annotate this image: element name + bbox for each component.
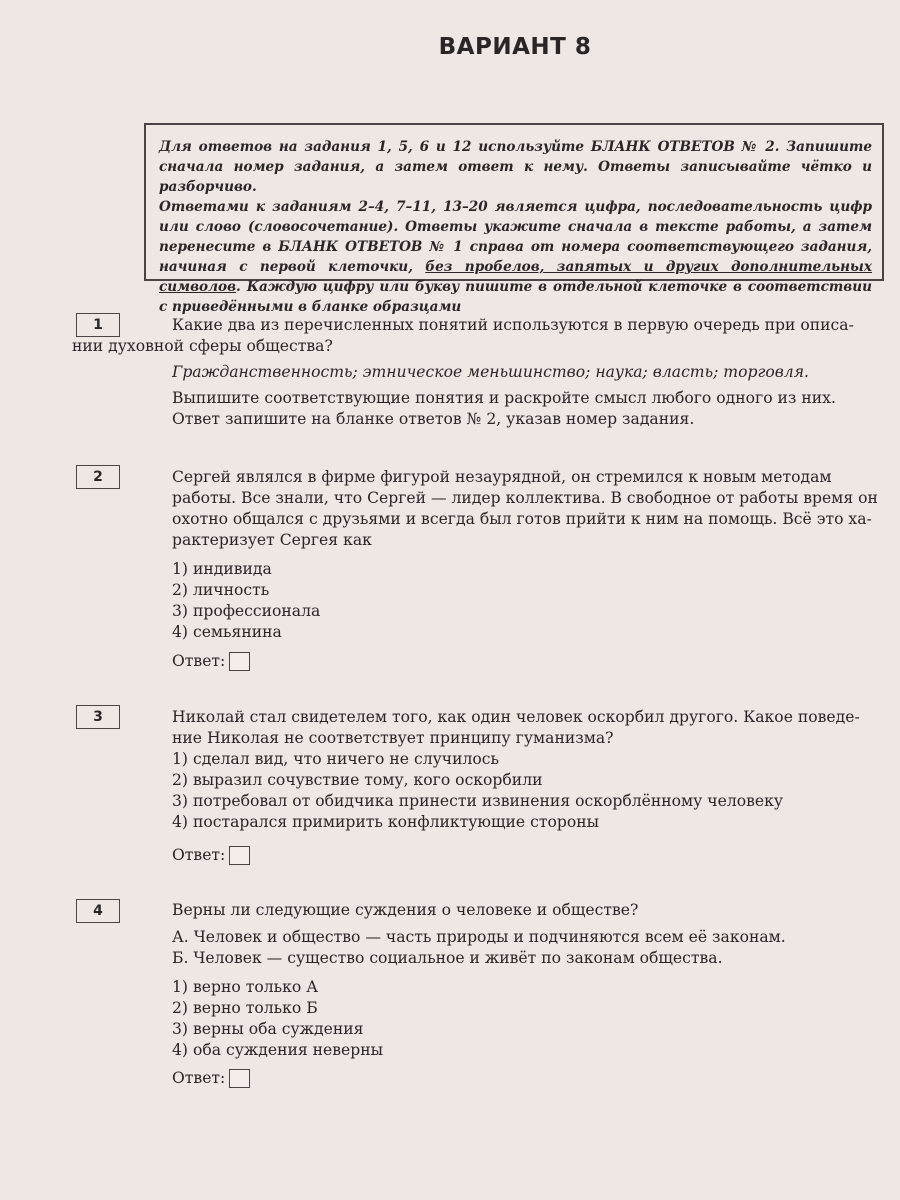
task-4 [172, 900, 885, 1061]
option-3: 3) потребовал от обидчика принести извинения оскорблённому человеку [172, 792, 784, 810]
task-number-3: 3 [76, 705, 120, 729]
task-2-question-cont: рактеризует Сергея как [172, 531, 372, 549]
task-2-options [172, 559, 885, 643]
instructions-paragraph-2 [159, 197, 872, 317]
option-1: 1) сделал вид, что ничего не случилось [172, 750, 500, 768]
instructions-paragraph-1: Для ответов на задания 1, 5, 6 и 12 используйте БЛАНК ОТВЕТОВ № 2. Запишите сначала номер задания, а затем ответ к нему. Ответы записывайте чётко и разборчиво. [159, 139, 872, 195]
page-title: ВАРИАНТ 8 [438, 34, 592, 60]
task-4-question: Верны ли следующие суждения о человеке и обществе? [172, 901, 639, 919]
task-2-question: Сергей являлся в фирме фигурой незаурядной, он стремился к новым методам [172, 468, 832, 486]
task-4-answer [172, 1068, 250, 1088]
instructions-text: Ответами к заданиям 2–4, 7–11, 13–20 является цифра, последовательность цифр или слово (словосочетание). Ответы укажите сначала в тексте работы, а затем перенесите в БЛАНК ОТВЕТОВ № 1 справа от номера соответствующего задания, начиная с первой клеточки, [159, 199, 872, 275]
instructions-box [144, 123, 884, 315]
task-1-concepts: Гражданственность; этническое меньшинство; наука; власть; торговля. [172, 363, 810, 381]
option-2: 2) личность [172, 581, 270, 599]
answer-label: Ответ: [172, 1069, 226, 1087]
option-2: 2) выразил сочувствие тому, кого оскорбили [172, 771, 543, 789]
task-1-instruction: Выпишите соответствующие понятия и раскройте смысл любого одного из них. [172, 389, 836, 407]
task-3-options [172, 749, 885, 833]
option-4: 4) семьянина [172, 623, 282, 641]
instructions-underlined-text: без пробелов, запятых и других дополнительных символов [159, 259, 872, 295]
task-4-options [172, 977, 885, 1061]
task-3-question-cont: ние Николая не соответствует принципу гуманизма? [172, 729, 614, 747]
task-2-answer [172, 651, 250, 671]
task-number-1: 1 [76, 313, 120, 337]
option-4: 4) постарался примирить конфликтующие стороны [172, 813, 600, 831]
option-3: 3) верны оба суждения [172, 1020, 364, 1038]
task-4-statement-b: Б. Человек — существо социальное и живёт по законам общества. [172, 949, 723, 967]
task-2-question-cont: охотно общался с друзьями и всегда был готов прийти к ним на помощь. Всё это ха- [172, 510, 872, 528]
option-1: 1) верно только А [172, 978, 319, 996]
option-3: 3) профессионала [172, 602, 321, 620]
task-1-instruction-cont: Ответ запишите на бланке ответов № 2, указав номер задания. [172, 410, 695, 428]
task-number-4: 4 [76, 899, 120, 923]
task-1-question: Какие два из перечисленных понятий используются в первую очередь при описа- [172, 316, 854, 334]
option-1: 1) индивида [172, 560, 272, 578]
instructions-text-end: . Каждую цифру или букву пишите в отдельной клеточке в соответствии с приведёнными в бланке образцами [159, 279, 872, 315]
task-1-question-cont: нии духовной сферы общества? [72, 337, 333, 355]
task-2-question-cont: работы. Все знали, что Сергей — лидер коллектива. В свободное от работы время он [172, 489, 878, 507]
task-3 [172, 707, 885, 833]
option-4: 4) оба суждения неверны [172, 1041, 384, 1059]
task-2 [172, 467, 885, 643]
answer-box[interactable] [229, 1069, 250, 1088]
answer-box[interactable] [229, 652, 250, 671]
task-3-question: Николай стал свидетелем того, как один человек оскорбил другого. Какое поведе- [172, 708, 860, 726]
task-4-statement-a: А. Человек и общество — часть природы и подчиняются всем её законам. [172, 928, 786, 946]
task-3-answer [172, 845, 250, 865]
task-1 [72, 315, 885, 430]
answer-label: Ответ: [172, 652, 226, 670]
answer-label: Ответ: [172, 846, 226, 864]
task-number-2: 2 [76, 465, 120, 489]
option-2: 2) верно только Б [172, 999, 318, 1017]
answer-box[interactable] [229, 846, 250, 865]
